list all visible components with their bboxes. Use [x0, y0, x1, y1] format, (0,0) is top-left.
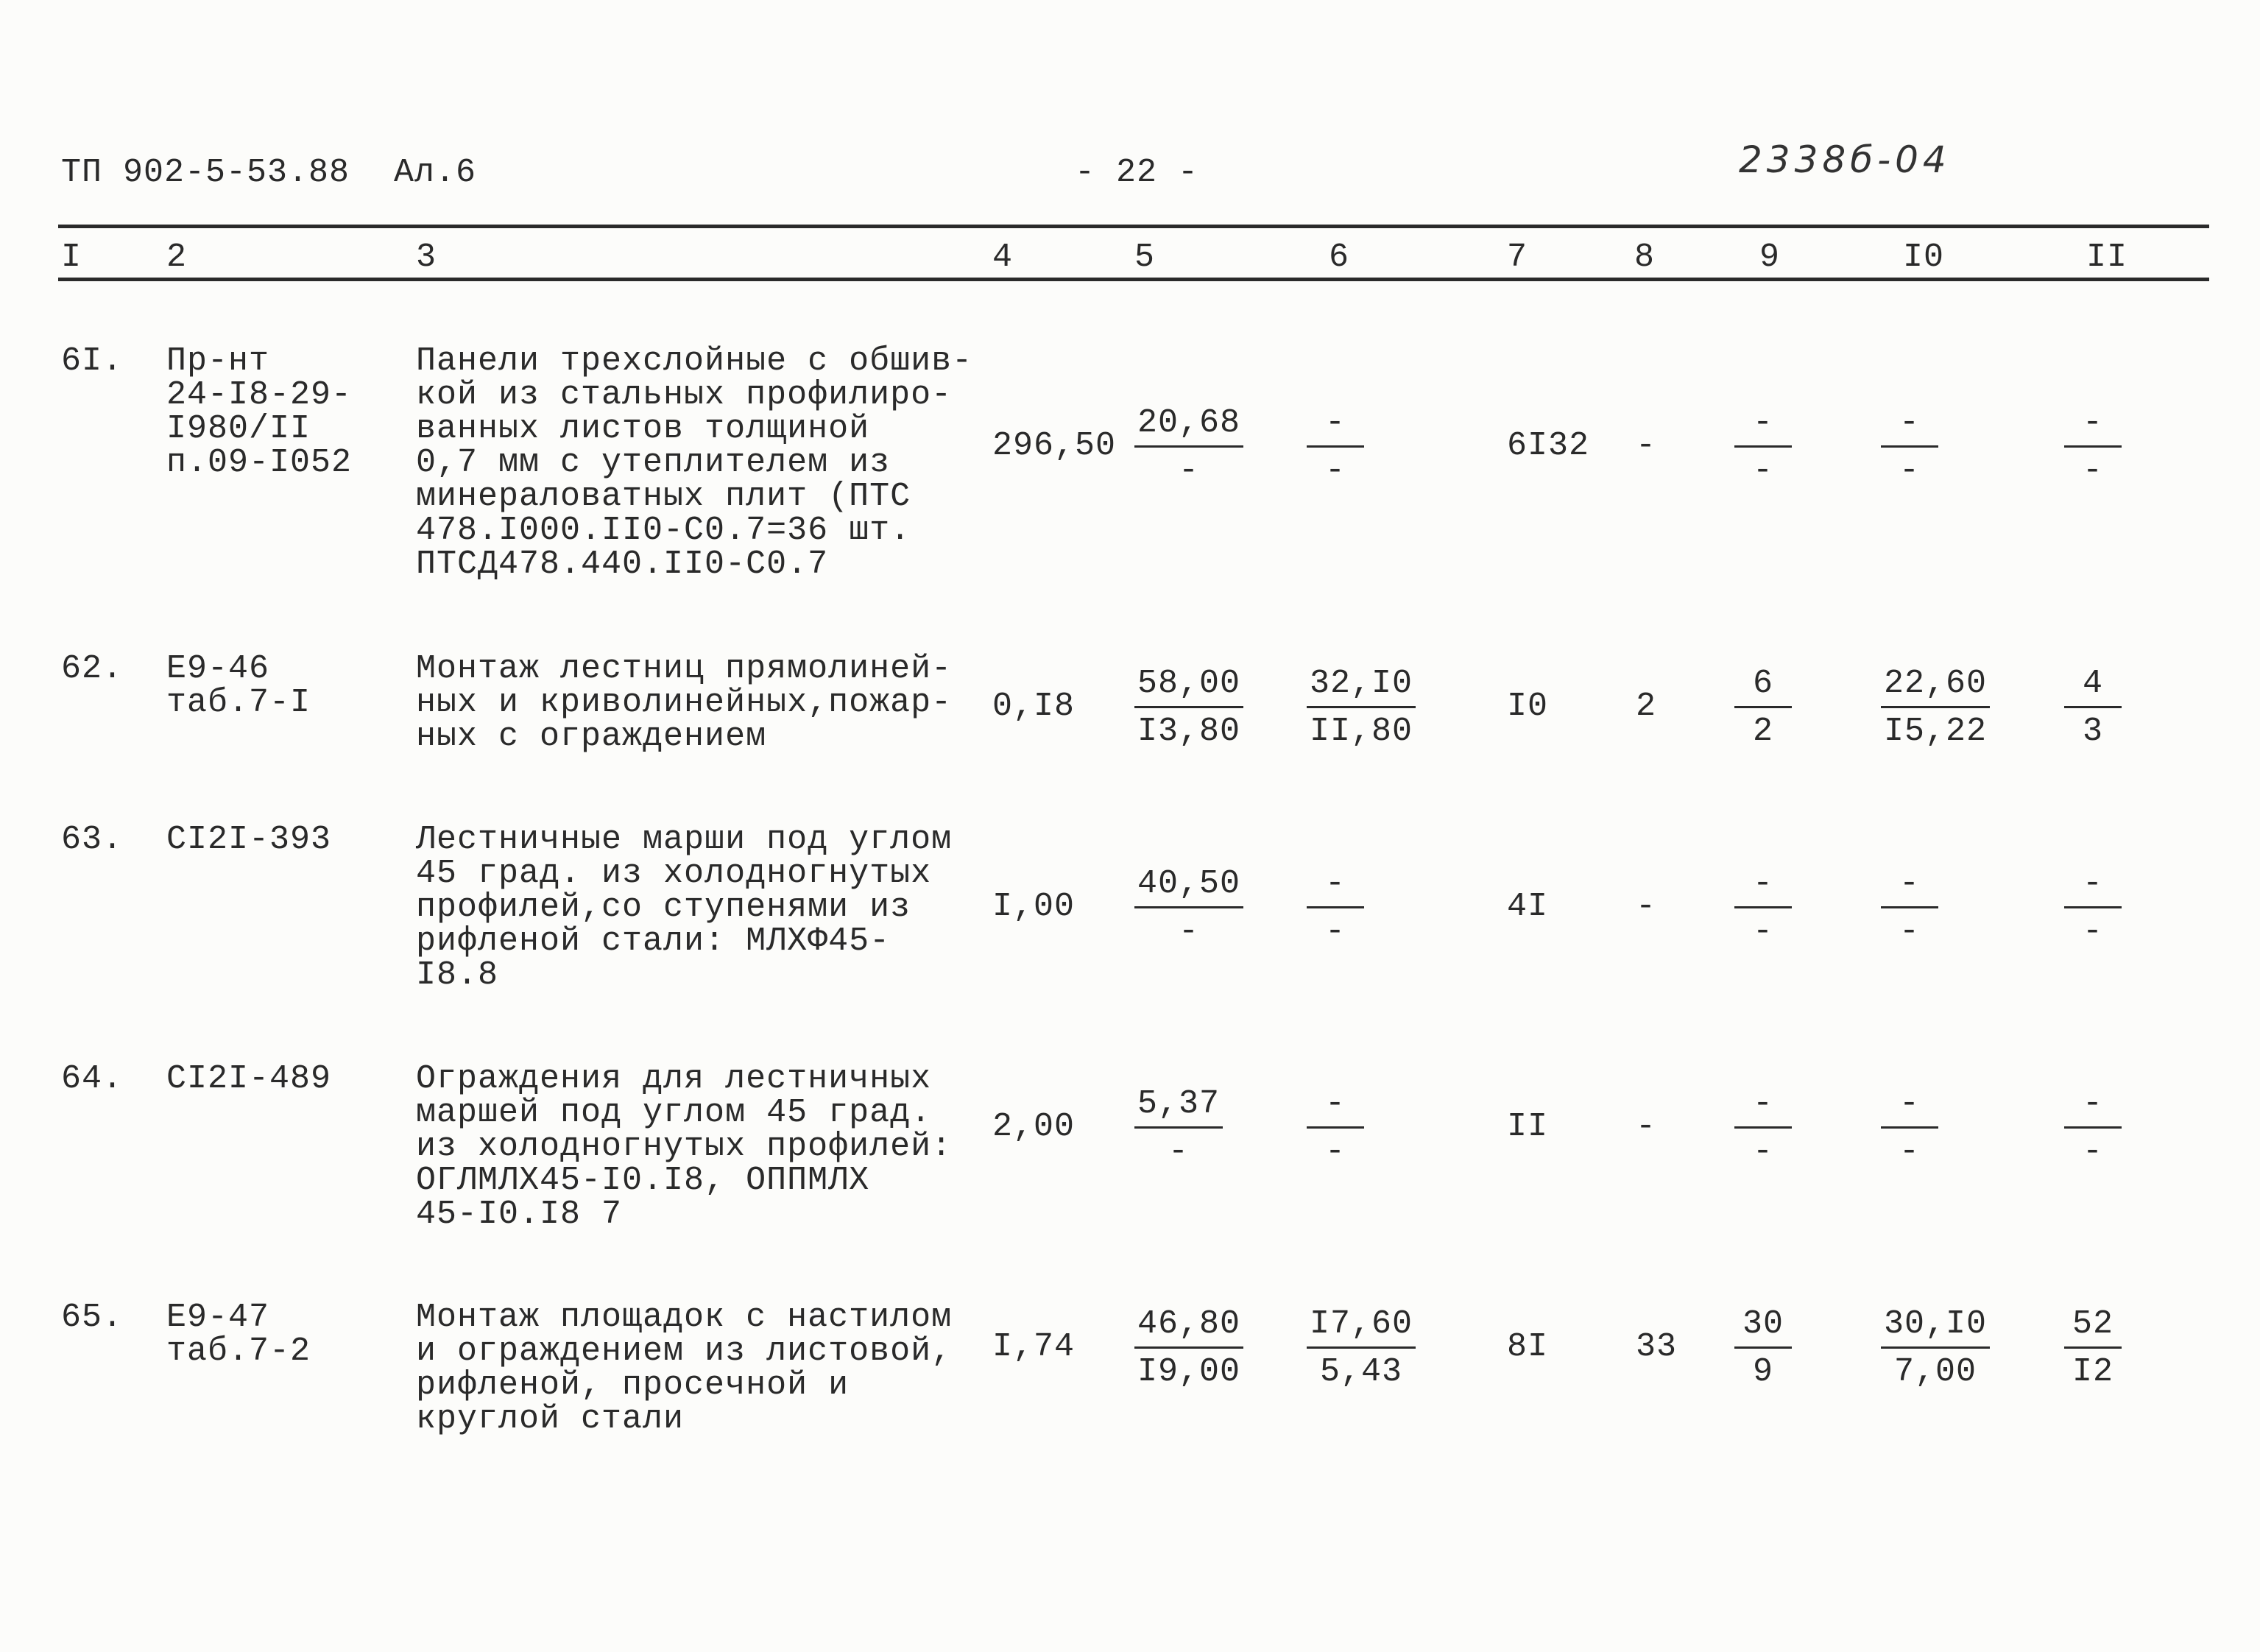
- row-description-line: 478.I000.II0-C0.7=36 шт.: [416, 512, 911, 549]
- fraction-numerator: -: [2064, 865, 2122, 908]
- row-description-line: из холодногнутых профилей:: [416, 1128, 953, 1165]
- fraction-numerator: -: [2064, 1085, 2122, 1129]
- fraction-denominator: -: [1324, 1133, 1346, 1171]
- row-description-line: рифленой стали: МЛХФ45-: [416, 922, 891, 960]
- col-6-fraction: [1307, 1305, 1416, 1391]
- fraction-denominator: -: [1168, 1133, 1190, 1171]
- column-header-8: 8: [1634, 239, 1656, 276]
- row-description-line: Монтаж лестниц прямолиней-: [416, 650, 953, 688]
- row-description-line: минераловатных плит (ПТС: [416, 478, 911, 515]
- row-number: 6I.: [61, 342, 124, 380]
- fraction-numerator: 20,68: [1134, 404, 1243, 448]
- header-bottom-rule: [58, 278, 2209, 281]
- col-11-fraction: [2064, 1085, 2122, 1171]
- row-description-line: рифленой, просечной и: [416, 1366, 850, 1404]
- fraction-numerator: -: [1307, 404, 1364, 448]
- row-description-line: Ограждения для лестничных: [416, 1060, 932, 1098]
- fraction-numerator: 6: [1734, 665, 1792, 708]
- col-9-fraction: [1734, 1085, 1792, 1171]
- column-header-4: 4: [992, 239, 1014, 276]
- fraction-denominator: -: [1752, 1133, 1773, 1171]
- col-10-fraction: [1881, 865, 1938, 951]
- fraction-denominator: I3,80: [1137, 713, 1241, 750]
- row-quantity: I,74: [992, 1328, 1076, 1366]
- col-9-fraction: [1734, 865, 1792, 951]
- col-9-fraction: [1734, 665, 1792, 751]
- fraction-numerator: -: [1307, 1085, 1364, 1129]
- fraction-numerator: 4: [2064, 665, 2122, 708]
- col-5-fraction: [1134, 404, 1243, 490]
- column-header-7: 7: [1507, 239, 1528, 276]
- fraction-denominator: 2: [1752, 713, 1773, 750]
- column-header-11: II: [2086, 239, 2128, 276]
- fraction-numerator: 30: [1734, 1305, 1792, 1349]
- header-top-rule: [58, 225, 2209, 228]
- fraction-denominator: 3: [2082, 713, 2103, 750]
- fraction-denominator: 9: [1752, 1353, 1773, 1391]
- row-description-line: ОГЛМЛХ45-I0.I8, ОППМЛХ: [416, 1162, 870, 1199]
- row-quantity: 2,00: [992, 1108, 1076, 1146]
- row-number: 64.: [61, 1060, 124, 1098]
- fraction-numerator: -: [2064, 404, 2122, 448]
- fraction-numerator: I7,60: [1307, 1305, 1416, 1349]
- column-header-9: 9: [1759, 239, 1781, 276]
- row-code-line: Пр-нт: [166, 342, 270, 380]
- col-8-value: -: [1636, 427, 1657, 465]
- row-number: 65.: [61, 1299, 124, 1336]
- row-code-line: E9-46: [166, 650, 270, 688]
- column-header-3: 3: [416, 239, 437, 276]
- row-code-line: CI2I-393: [166, 821, 332, 858]
- row-code-line: п.09-I052: [166, 444, 353, 481]
- row-description-line: маршей под углом 45 град.: [416, 1094, 932, 1132]
- col-9-fraction: [1734, 1305, 1792, 1391]
- row-description-line: круглой стали: [416, 1400, 685, 1438]
- fraction-denominator: -: [1324, 452, 1346, 490]
- col-7-value: 4I: [1507, 888, 1549, 925]
- row-code-line: таб.7-2: [166, 1332, 311, 1370]
- row-code-line: таб.7-I: [166, 684, 311, 721]
- column-header-10: I0: [1903, 239, 1945, 276]
- row-number: 62.: [61, 650, 124, 688]
- col-11-fraction: [2064, 404, 2122, 490]
- col-6-fraction: [1307, 1085, 1364, 1171]
- column-header-2: 2: [166, 239, 188, 276]
- fraction-denominator: -: [2082, 1133, 2103, 1171]
- column-header-1: I: [61, 239, 82, 276]
- fraction-denominator: 7,00: [1894, 1353, 1977, 1391]
- row-code-line: E9-47: [166, 1299, 270, 1336]
- col-7-value: II: [1507, 1108, 1549, 1146]
- row-description-line: Монтаж площадок с настилом: [416, 1299, 953, 1336]
- page-number: - 22 -: [1075, 154, 1199, 191]
- col-5-fraction: [1134, 1085, 1223, 1171]
- fraction-numerator: -: [1307, 865, 1364, 908]
- document-code: ТП 902-5-53.88: [61, 154, 350, 191]
- col-8-value: -: [1636, 1108, 1657, 1146]
- row-code-line: I980/II: [166, 410, 311, 448]
- handwritten-number: 2338б-04: [1739, 138, 1951, 181]
- row-code-line: 24-I8-29-: [166, 376, 353, 414]
- fraction-numerator: 22,60: [1881, 665, 1990, 708]
- row-description-line: I8.8: [416, 956, 499, 994]
- fraction-denominator: -: [1899, 452, 1920, 490]
- fraction-numerator: 40,50: [1134, 865, 1243, 908]
- col-7-value: 6I32: [1507, 427, 1590, 465]
- fraction-numerator: -: [1734, 1085, 1792, 1129]
- row-quantity: I,00: [992, 888, 1076, 925]
- row-quantity: 296,50: [992, 427, 1117, 465]
- row-number: 63.: [61, 821, 124, 858]
- fraction-numerator: -: [1734, 865, 1792, 908]
- col-6-fraction: [1307, 865, 1364, 951]
- row-code-line: CI2I-489: [166, 1060, 332, 1098]
- fraction-denominator: -: [1899, 1133, 1920, 1171]
- fraction-denominator: I2: [2072, 1353, 2114, 1391]
- fraction-denominator: II,80: [1310, 713, 1413, 750]
- row-description-line: Панели трехслойные с обшив-: [416, 342, 973, 380]
- fraction-denominator: -: [1899, 913, 1920, 950]
- row-description-line: ванных листов толщиной: [416, 410, 870, 448]
- col-6-fraction: [1307, 665, 1416, 751]
- row-description-line: профилей,со ступенями из: [416, 889, 911, 926]
- fraction-numerator: -: [1734, 404, 1792, 448]
- col-7-value: 8I: [1507, 1328, 1549, 1366]
- fraction-denominator: -: [1752, 913, 1773, 950]
- col-5-fraction: [1134, 665, 1243, 751]
- fraction-denominator: -: [2082, 452, 2103, 490]
- fraction-numerator: 58,00: [1134, 665, 1243, 708]
- row-description-line: и ограждением из листовой,: [416, 1332, 953, 1370]
- col-10-fraction: [1881, 1085, 1938, 1171]
- row-description-line: 45 град. из холодногнутых: [416, 855, 932, 892]
- fraction-numerator: -: [1881, 404, 1938, 448]
- col-10-fraction: [1881, 1305, 1990, 1391]
- col-6-fraction: [1307, 404, 1364, 490]
- col-11-fraction: [2064, 1305, 2122, 1391]
- fraction-denominator: 5,43: [1320, 1353, 1403, 1391]
- col-9-fraction: [1734, 404, 1792, 490]
- fraction-numerator: 32,I0: [1307, 665, 1416, 708]
- row-description-line: 45-I0.I8 7: [416, 1196, 623, 1233]
- fraction-denominator: -: [1179, 913, 1200, 950]
- col-10-fraction: [1881, 665, 1990, 751]
- fraction-numerator: 5,37: [1134, 1085, 1223, 1129]
- fraction-denominator: -: [1324, 913, 1346, 950]
- col-7-value: I0: [1507, 688, 1549, 725]
- column-header-5: 5: [1134, 239, 1156, 276]
- col-10-fraction: [1881, 404, 1938, 490]
- row-description-line: 0,7 мм с утеплителем из: [416, 444, 891, 481]
- col-11-fraction: [2064, 665, 2122, 751]
- fraction-denominator: I5,22: [1884, 713, 1988, 750]
- fraction-numerator: -: [1881, 865, 1938, 908]
- fraction-denominator: -: [2082, 913, 2103, 950]
- row-description-line: Лестничные марши под углом: [416, 821, 953, 858]
- sheet-label: Ал.6: [394, 154, 477, 191]
- fraction-numerator: 30,I0: [1881, 1305, 1990, 1349]
- col-5-fraction: [1134, 865, 1243, 951]
- column-header-6: 6: [1329, 239, 1350, 276]
- row-description-line: кой из стальных профилиро-: [416, 376, 953, 414]
- fraction-numerator: 52: [2064, 1305, 2122, 1349]
- col-11-fraction: [2064, 865, 2122, 951]
- fraction-numerator: 46,80: [1134, 1305, 1243, 1349]
- fraction-denominator: -: [1752, 452, 1773, 490]
- row-description-line: ных и криволинейных,пожар-: [416, 684, 953, 721]
- fraction-denominator: I9,00: [1137, 1353, 1241, 1391]
- col-5-fraction: [1134, 1305, 1243, 1391]
- row-quantity: 0,I8: [992, 688, 1076, 725]
- fraction-numerator: -: [1881, 1085, 1938, 1129]
- row-description-line: ПТСД478.440.II0-C0.7: [416, 546, 829, 583]
- col-8-value: 2: [1636, 688, 1657, 725]
- fraction-denominator: -: [1179, 452, 1200, 490]
- row-description-line: ных с ограждением: [416, 718, 767, 755]
- col-8-value: 33: [1636, 1328, 1678, 1366]
- col-8-value: -: [1636, 888, 1657, 925]
